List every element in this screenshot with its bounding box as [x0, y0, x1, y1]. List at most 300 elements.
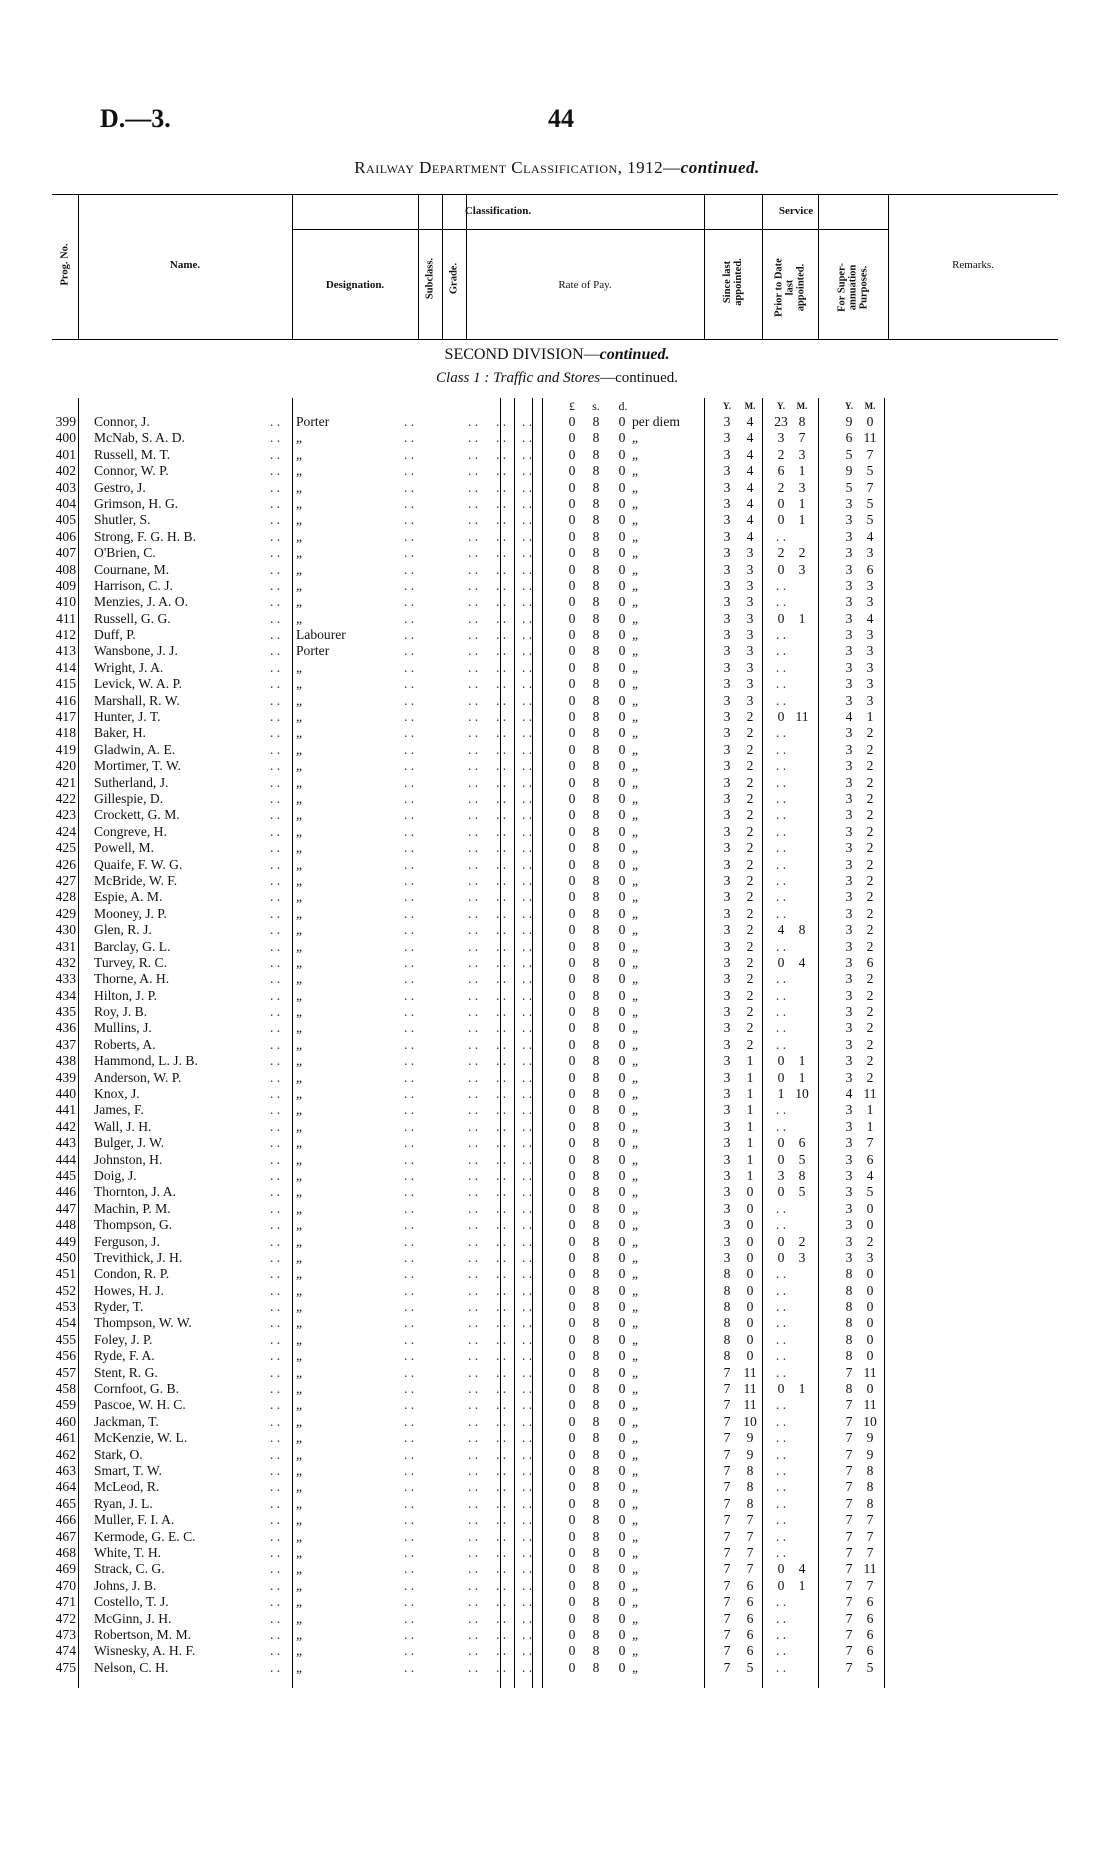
since-months: 2 — [746, 741, 754, 757]
employee-name: Crockett, G. M. — [94, 807, 180, 823]
designation: „ — [296, 1331, 303, 1347]
leader-dots: . . — [468, 1053, 479, 1069]
employee-name: McNab, S. A. D. — [94, 430, 186, 446]
leader-dots: . . — [468, 1020, 479, 1036]
super-months: 2 — [866, 1004, 874, 1020]
leader-dots: . . — [468, 823, 479, 839]
rate-pounds: 0 — [568, 1331, 576, 1347]
super-months: 7 — [866, 1528, 874, 1544]
prog-no: 414 — [55, 659, 76, 675]
super-months: 2 — [866, 1069, 874, 1085]
leader-dots: . . — [270, 1512, 281, 1528]
leader-dots: . . — [496, 463, 507, 479]
since-months: 4 — [746, 479, 754, 495]
super-months: 7 — [866, 1577, 874, 1593]
leader-dots: . . — [270, 790, 281, 806]
prior-months: 1 — [798, 610, 806, 626]
rate-period: „ — [632, 463, 639, 479]
rate-period: „ — [632, 709, 639, 725]
leader-dots: . . — [522, 676, 533, 692]
rate-pence: 0 — [618, 889, 626, 905]
leader-dots: . . — [468, 1069, 479, 1085]
table-row — [52, 775, 1058, 791]
rate-pence: 0 — [618, 758, 626, 774]
prog-no: 403 — [55, 479, 76, 495]
since-months: 6 — [746, 1626, 754, 1642]
rate-period: „ — [632, 1610, 639, 1626]
leader-dots: . . — [522, 577, 533, 593]
leader-dots: . . — [522, 627, 533, 643]
employee-name: Baker, H. — [94, 725, 146, 741]
leader-dots: . . — [468, 512, 479, 528]
leader-dots: . . — [270, 1184, 281, 1200]
leader-dots: . . — [404, 414, 415, 429]
since-months: 2 — [746, 889, 754, 905]
leader-dots: . . — [496, 512, 507, 528]
since-months: 2 — [746, 872, 754, 888]
leader-dots: . . — [270, 1610, 281, 1626]
rate-shillings: 8 — [592, 1200, 600, 1216]
rate-shillings: 8 — [592, 1495, 600, 1511]
rate-pence: 0 — [618, 774, 626, 790]
rate-pounds: 0 — [568, 1102, 576, 1118]
prog-no: 410 — [55, 594, 76, 610]
leader-dots: . . — [404, 1413, 415, 1429]
prog-no: 474 — [55, 1643, 76, 1659]
rate-pounds: 0 — [568, 922, 576, 938]
rate-pounds: 0 — [568, 643, 576, 659]
super-months: 6 — [866, 1610, 874, 1626]
prior-years: . . — [775, 741, 787, 757]
table-row — [52, 463, 1058, 479]
employee-name: Machin, P. M. — [94, 1200, 171, 1216]
since-months: 1 — [746, 1086, 754, 1102]
rate-pence: 0 — [618, 1446, 626, 1462]
since-months: 7 — [746, 1528, 754, 1544]
leader-dots: . . — [468, 610, 479, 626]
designation: „ — [296, 692, 303, 708]
super-months: 6 — [866, 954, 874, 970]
since-years: 3 — [723, 577, 731, 593]
leader-dots: . . — [270, 1004, 281, 1020]
leader-dots: . . — [404, 643, 415, 659]
rate-shillings: 8 — [592, 872, 600, 888]
super-years: 3 — [845, 971, 853, 987]
leader-dots: . . — [468, 1495, 479, 1511]
leader-dots: . . — [404, 627, 415, 643]
since-years: 8 — [723, 1299, 731, 1315]
super-months: 5 — [866, 1184, 874, 1200]
leader-dots: . . — [496, 774, 507, 790]
leader-dots: . . — [468, 987, 479, 1003]
leader-dots: . . — [404, 1135, 415, 1151]
rate-pounds: 0 — [568, 577, 576, 593]
super-years: 3 — [845, 1249, 853, 1265]
since-months: 3 — [746, 577, 754, 593]
leader-dots: . . — [404, 823, 415, 839]
prior-years: 3 — [777, 1167, 785, 1183]
rate-pence: 0 — [618, 627, 626, 643]
since-years: 3 — [723, 676, 731, 692]
super-years: 7 — [845, 1577, 853, 1593]
super-months: 6 — [866, 1151, 874, 1167]
rate-shillings: 8 — [592, 430, 600, 446]
leader-dots: . . — [522, 430, 533, 446]
super-years: 3 — [845, 790, 853, 806]
table-row — [52, 1578, 1058, 1594]
rate-shillings: 8 — [592, 725, 600, 741]
super-months: 7 — [866, 1135, 874, 1151]
leader-dots: . . — [404, 1544, 415, 1560]
employee-name: Stark, O. — [94, 1446, 143, 1462]
prog-no: 465 — [55, 1495, 76, 1511]
super-months: 9 — [866, 1446, 874, 1462]
since-months: 0 — [746, 1217, 754, 1233]
employee-name: Wisnesky, A. H. F. — [94, 1643, 196, 1659]
leader-dots: . . — [270, 1544, 281, 1560]
since-years: 3 — [723, 1200, 731, 1216]
prior-months: 8 — [798, 1167, 806, 1183]
leader-dots: . . — [496, 889, 507, 905]
designation: „ — [296, 954, 303, 970]
rate-period: „ — [632, 774, 639, 790]
rate-pounds: 0 — [568, 1413, 576, 1429]
leader-dots: . . — [496, 709, 507, 725]
leader-dots: . . — [404, 1036, 415, 1052]
leader-dots: . . — [496, 692, 507, 708]
leader-dots: . . — [468, 1594, 479, 1610]
rate-period: „ — [632, 1561, 639, 1577]
leader-dots: . . — [522, 922, 533, 938]
leader-dots: . . — [522, 758, 533, 774]
since-months: 2 — [746, 856, 754, 872]
leader-dots: . . — [496, 1364, 507, 1380]
header-name: Name. — [169, 259, 201, 271]
since-years: 7 — [723, 1397, 731, 1413]
rate-pence: 0 — [618, 577, 626, 593]
leader-dots: . . — [522, 971, 533, 987]
rate-pence: 0 — [618, 479, 626, 495]
rate-shillings: 8 — [592, 1381, 600, 1397]
employee-name: Quaife, F. W. G. — [94, 856, 183, 872]
leader-dots: . . — [496, 1626, 507, 1642]
leader-dots: . . — [404, 1561, 415, 1577]
rate-pence: 0 — [618, 1643, 626, 1659]
leader-dots: . . — [522, 1053, 533, 1069]
table-row — [52, 1512, 1058, 1528]
leader-dots: . . — [404, 1495, 415, 1511]
prog-no: 457 — [55, 1364, 76, 1380]
leader-dots: . . — [496, 1479, 507, 1495]
table-row — [52, 611, 1058, 627]
rate-pounds: 0 — [568, 971, 576, 987]
super-months: 3 — [866, 643, 874, 659]
leader-dots: . . — [496, 495, 507, 511]
header-service: Service — [778, 205, 814, 217]
super-years: 7 — [845, 1495, 853, 1511]
designation: „ — [296, 1463, 303, 1478]
prog-no: 459 — [55, 1397, 76, 1413]
rate-pounds: 0 — [568, 1528, 576, 1544]
rate-pounds: 0 — [568, 676, 576, 692]
since-years: 3 — [723, 528, 731, 544]
super-years: 8 — [845, 1266, 853, 1282]
rate-shillings: 8 — [592, 823, 600, 839]
prior-months: 2 — [798, 545, 806, 561]
prog-no: 442 — [55, 1118, 76, 1134]
designation: „ — [296, 1282, 303, 1298]
leader-dots: . . — [496, 1610, 507, 1626]
leader-dots: . . — [404, 495, 415, 511]
rate-shillings: 8 — [592, 1266, 600, 1282]
leader-dots: . . — [404, 1381, 415, 1397]
table-header — [52, 194, 1058, 340]
rate-shillings: 8 — [592, 1331, 600, 1347]
leader-dots: . . — [270, 1348, 281, 1364]
designation: „ — [296, 446, 303, 462]
prog-no: 409 — [55, 577, 76, 593]
employee-name: Kermode, G. E. C. — [94, 1528, 196, 1544]
rate-period: „ — [632, 1430, 639, 1446]
leader-dots: . . — [496, 1430, 507, 1446]
super-years: 8 — [845, 1348, 853, 1364]
leader-dots: . . — [496, 1282, 507, 1298]
rate-pence: 0 — [618, 971, 626, 987]
prior-years: . . — [775, 1413, 787, 1429]
prior-years: 6 — [777, 463, 785, 479]
super-years: 3 — [845, 594, 853, 610]
designation: „ — [296, 1004, 303, 1020]
super-months: 0 — [866, 1348, 874, 1364]
prior-years: . . — [775, 1659, 787, 1675]
super-years: 3 — [845, 692, 853, 708]
rate-pence: 0 — [618, 1479, 626, 1495]
rate-pence: 0 — [618, 987, 626, 1003]
leader-dots: . . — [468, 577, 479, 593]
leader-dots: . . — [270, 1151, 281, 1167]
super-months: 0 — [866, 1331, 874, 1347]
rate-pounds: 0 — [568, 1659, 576, 1675]
table-row — [52, 1463, 1058, 1479]
prior-months: 2 — [798, 1233, 806, 1249]
prog-no: 470 — [55, 1577, 76, 1593]
prog-no: 473 — [55, 1626, 76, 1642]
super-years: 3 — [845, 1217, 853, 1233]
since-years: 7 — [723, 1381, 731, 1397]
employee-name: Foley, J. P. — [94, 1331, 153, 1347]
prog-no: 416 — [55, 692, 76, 708]
prog-no: 429 — [55, 905, 76, 921]
leader-dots: . . — [522, 1299, 533, 1315]
since-months: 6 — [746, 1594, 754, 1610]
rate-pounds: 0 — [568, 1086, 576, 1102]
prog-no: 447 — [55, 1200, 76, 1216]
leader-dots: . . — [404, 1348, 415, 1364]
prog-no: 433 — [55, 971, 76, 987]
prior-years: 2 — [777, 446, 785, 462]
employee-name: Mooney, J. P. — [94, 905, 167, 921]
rate-pence: 0 — [618, 1561, 626, 1577]
since-months: 11 — [743, 1364, 757, 1380]
prior-years: . . — [775, 1512, 787, 1528]
employee-name: Barclay, G. L. — [94, 938, 171, 954]
since-months: 3 — [746, 610, 754, 626]
rate-pounds: 0 — [568, 987, 576, 1003]
super-years: 3 — [845, 758, 853, 774]
super-months: 4 — [866, 528, 874, 544]
prior-years: . . — [775, 1397, 787, 1413]
rate-shillings: 8 — [592, 1151, 600, 1167]
rate-pence: 0 — [618, 922, 626, 938]
table-row — [52, 971, 1058, 987]
leader-dots: . . — [496, 1118, 507, 1134]
since-years: 3 — [723, 1233, 731, 1249]
rate-pence: 0 — [618, 725, 626, 741]
leader-dots: . . — [404, 1528, 415, 1544]
rate-shillings: 8 — [592, 545, 600, 561]
since-months: 1 — [746, 1118, 754, 1134]
super-months: 1 — [866, 1118, 874, 1134]
leader-dots: . . — [270, 807, 281, 823]
rate-pounds: 0 — [568, 1135, 576, 1151]
designation: „ — [296, 840, 303, 856]
prior-years: . . — [775, 856, 787, 872]
since-months: 4 — [746, 495, 754, 511]
super-years: 3 — [845, 610, 853, 626]
prog-no: 468 — [55, 1544, 76, 1560]
super-months: 0 — [866, 1381, 874, 1397]
leader-dots: . . — [468, 971, 479, 987]
leader-dots: . . — [270, 1020, 281, 1036]
since-months: 3 — [746, 545, 754, 561]
designation: „ — [296, 872, 303, 888]
title-continued: continued. — [680, 158, 760, 177]
leader-dots: . . — [404, 577, 415, 593]
leader-dots: . . — [468, 528, 479, 544]
rate-period: „ — [632, 758, 639, 774]
prog-no: 463 — [55, 1463, 76, 1478]
rate-period: „ — [632, 446, 639, 462]
leader-dots: . . — [468, 889, 479, 905]
leader-dots: . . — [270, 561, 281, 577]
employee-name: Roy, J. B. — [94, 1004, 148, 1020]
prog-no: 412 — [55, 627, 76, 643]
since-months: 0 — [746, 1184, 754, 1200]
employee-name: Ferguson, J. — [94, 1233, 160, 1249]
leader-dots: . . — [270, 1413, 281, 1429]
leader-dots: . . — [270, 1217, 281, 1233]
rate-period: „ — [632, 922, 639, 938]
rate-period: „ — [632, 643, 639, 659]
leader-dots: . . — [496, 1167, 507, 1183]
leader-dots: . . — [496, 1086, 507, 1102]
prog-no: 406 — [55, 528, 76, 544]
leader-dots: . . — [496, 1659, 507, 1675]
leader-dots: . . — [496, 1217, 507, 1233]
prior-years: 2 — [777, 479, 785, 495]
rate-pounds: 0 — [568, 1512, 576, 1528]
leader-dots: . . — [522, 1348, 533, 1364]
super-years: 3 — [845, 840, 853, 856]
prior-years: . . — [775, 692, 787, 708]
leader-dots: . . — [270, 954, 281, 970]
rate-pounds: 0 — [568, 889, 576, 905]
table-row — [52, 1561, 1058, 1577]
since-months: 2 — [746, 758, 754, 774]
leader-dots: . . — [270, 1561, 281, 1577]
designation: „ — [296, 1266, 303, 1282]
table-row — [52, 545, 1058, 561]
designation: „ — [296, 1610, 303, 1626]
prior-years: . . — [775, 1430, 787, 1446]
since-months: 2 — [746, 840, 754, 856]
table-row — [52, 922, 1058, 938]
rate-pence: 0 — [618, 430, 626, 446]
since-months: 11 — [743, 1381, 757, 1397]
designation: „ — [296, 790, 303, 806]
since-months: 6 — [746, 1643, 754, 1659]
since-months: 1 — [746, 1135, 754, 1151]
rate-shillings: 8 — [592, 479, 600, 495]
rate-period: „ — [632, 1135, 639, 1151]
leader-dots: . . — [404, 1299, 415, 1315]
prior-years: . . — [775, 938, 787, 954]
class-continued: —continued. — [600, 370, 678, 386]
since-years: 3 — [723, 971, 731, 987]
prior-years: . . — [775, 1463, 787, 1478]
since-months: 3 — [746, 561, 754, 577]
since-months: 7 — [746, 1512, 754, 1528]
leader-dots: . . — [522, 643, 533, 659]
since-months: 6 — [746, 1577, 754, 1593]
super-years: 7 — [845, 1430, 853, 1446]
section-continued: continued. — [599, 346, 670, 363]
prior-years: . . — [775, 1217, 787, 1233]
rate-period: „ — [632, 1479, 639, 1495]
since-months: 7 — [746, 1561, 754, 1577]
leader-dots: . . — [496, 676, 507, 692]
since-years: 7 — [723, 1479, 731, 1495]
rate-shillings: 8 — [592, 659, 600, 675]
leader-dots: . . — [270, 1299, 281, 1315]
super-years: 3 — [845, 889, 853, 905]
since-years: 3 — [723, 495, 731, 511]
rate-pounds: 0 — [568, 1463, 576, 1478]
leader-dots: . . — [270, 1135, 281, 1151]
leader-dots: . . — [496, 840, 507, 856]
header-designation: Designation. — [325, 279, 385, 291]
since-months: 9 — [746, 1430, 754, 1446]
leader-dots: . . — [468, 1249, 479, 1265]
since-years: 3 — [723, 1102, 731, 1118]
leader-dots: . . — [468, 1217, 479, 1233]
rate-shillings: 8 — [592, 1299, 600, 1315]
rate-shillings: 8 — [592, 577, 600, 593]
prior-years: . . — [775, 627, 787, 643]
super-months: 4 — [866, 610, 874, 626]
designation: „ — [296, 1069, 303, 1085]
since-years: 3 — [723, 1217, 731, 1233]
rate-pence: 0 — [618, 1184, 626, 1200]
rate-pounds: 0 — [568, 430, 576, 446]
unit-months-super: M. — [864, 401, 876, 411]
rate-pounds: 0 — [568, 1381, 576, 1397]
employee-name: Shutler, S. — [94, 512, 151, 528]
since-years: 3 — [723, 692, 731, 708]
leader-dots: . . — [522, 1036, 533, 1052]
table-row — [52, 1332, 1058, 1348]
super-months: 2 — [866, 840, 874, 856]
